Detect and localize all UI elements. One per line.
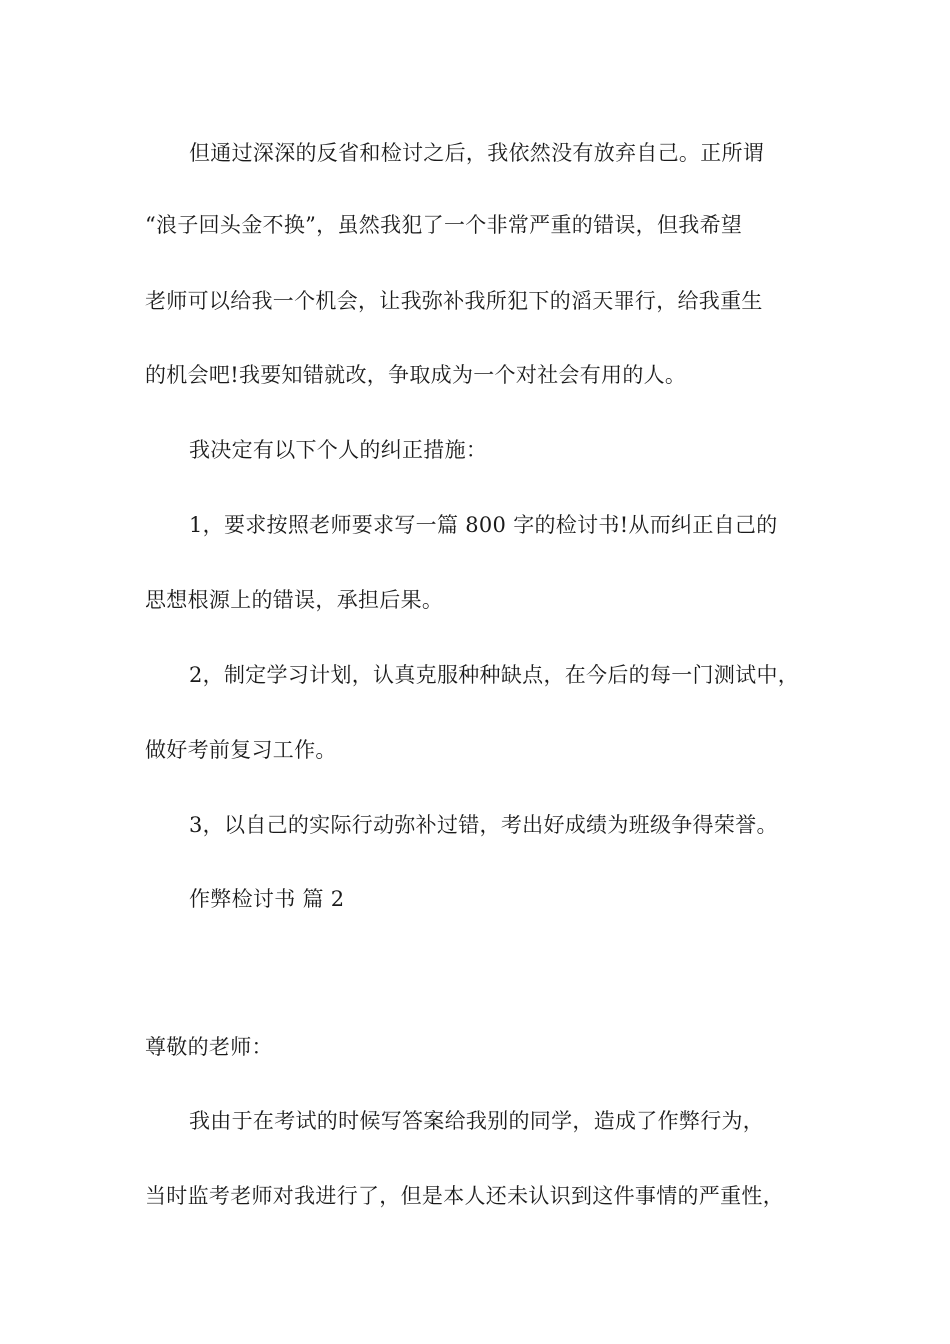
paragraph-line: 的机会吧!我要知错就改，争取成为一个对社会有用的人。 bbox=[145, 363, 687, 387]
list-item-2: 2，制定学习计划，认真克服种种缺点，在今后的每一门测试中， bbox=[189, 663, 800, 687]
paragraph-line: 我决定有以下个人的纠正措施： bbox=[189, 438, 488, 462]
paragraph-line: 做好考前复习工作。 bbox=[145, 738, 337, 762]
section-heading: 作弊检讨书 篇 2 bbox=[189, 887, 345, 911]
salutation: 尊敬的老师： bbox=[145, 1035, 273, 1059]
list-item-1: 1，要求按照老师要求写一篇 800 字的检讨书!从而纠正自己的 bbox=[189, 513, 778, 537]
paragraph-line: “浪子回头金不换”，虽然我犯了一个非常严重的错误，但我希望 bbox=[145, 213, 743, 237]
list-item-3: 3，以自己的实际行动弥补过错，考出好成绩为班级争得荣誉。 bbox=[189, 813, 778, 837]
paragraph-line: 我由于在考试的时候写答案给我别的同学，造成了作弊行为， bbox=[189, 1109, 765, 1133]
paragraph-line: 老师可以给我一个机会，让我弥补我所犯下的滔天罪行，给我重生 bbox=[145, 289, 763, 313]
paragraph-line: 当时监考老师对我进行了，但是本人还未认识到这件事情的严重性， bbox=[145, 1184, 784, 1208]
paragraph-line: 思想根源上的错误，承担后果。 bbox=[145, 588, 444, 612]
paragraph-line: 但通过深深的反省和检讨之后，我依然没有放弃自己。正所谓 bbox=[189, 141, 765, 165]
